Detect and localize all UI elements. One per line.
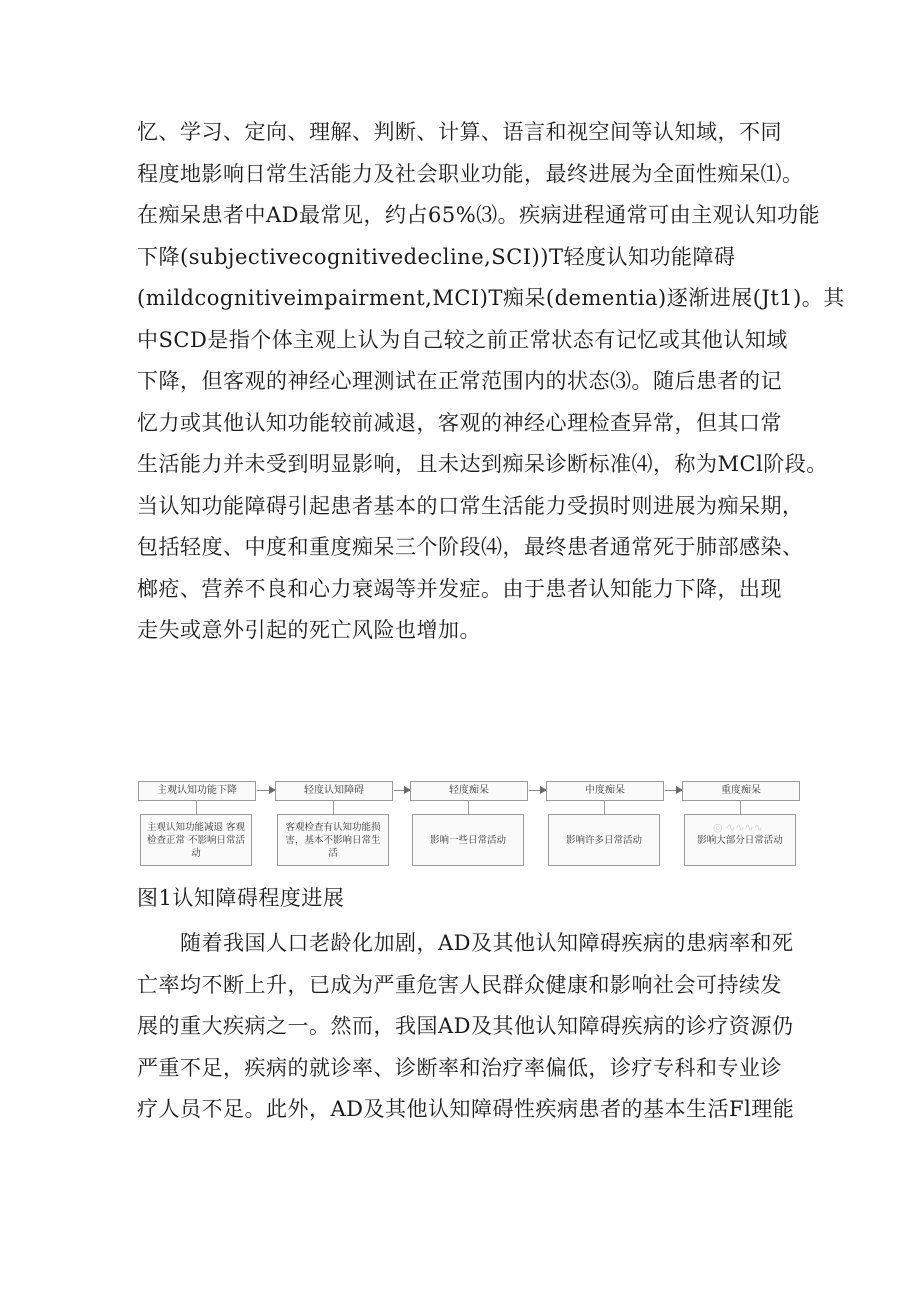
text-line: 下降(subjectivecognitivedecline,SCI))T轻度认知功能障碍 xyxy=(137,244,736,269)
text-line: 程度地影响日常生活能力及社会职业功能，最终进展为全面性痴呆⑴。 xyxy=(137,161,804,186)
stage-description: 主观认知功能减退 客观检查正常 不影响日常活动 xyxy=(140,814,252,866)
text-line: 在痴呆患者中AD最常见，约占65%⑶。疾病进程通常可由主观认知功能 xyxy=(137,203,821,227)
connector-line xyxy=(740,800,741,814)
text-line: 中SCD是指个体主观上认为自己较之前正常状态有记忆或其他认知域 xyxy=(137,327,788,352)
text-line: 走失或意外引起的死亡风险也增加。 xyxy=(137,618,481,642)
arrow-right-icon xyxy=(665,790,682,791)
text-line: 展的重大疾病之一。然而，我国AD及其他认知障碍疾病的诊疗资源仍 xyxy=(137,1014,794,1038)
watermark-icon: ◎ ∿∿∿∿ xyxy=(713,821,763,834)
stage-title: 中度痴呆 xyxy=(546,781,664,801)
text-line: 下降，但客观的神经心理测试在正常范围内的状态⑶。随后患者的记 xyxy=(137,369,782,393)
connector-line xyxy=(333,800,334,814)
text-line: 忆、学习、定向、理解、判断、计算、语言和视空间等认知域，不同 xyxy=(137,120,782,144)
text-line: 当认知功能障碍引起患者基本的口常生活能力受损时则进展为痴呆期， xyxy=(137,493,804,518)
text-line: (mildcognitiveimpairment,MCI)T痴呆(dementia)逐渐进展(Jt1)。其 xyxy=(137,286,845,310)
stage-description: 客观检查有认知功能损害，基本不影响日常生活 xyxy=(277,814,389,866)
connector-line xyxy=(196,800,197,814)
stage-moderate-dementia xyxy=(546,777,664,869)
paragraph-2 xyxy=(137,923,797,1131)
stage-description: 影响一些日常活动 xyxy=(412,814,524,866)
arrow-right-icon xyxy=(529,790,546,791)
stage-mci xyxy=(275,777,393,869)
text-line: 榔疮、营养不良和心力衰竭等并发症。由于患者认知能力下降，出现 xyxy=(137,576,782,601)
stage-title: 轻度认知障碍 xyxy=(275,781,393,801)
figure-caption: 图1认知障碍程度进展 xyxy=(137,886,345,910)
stage-title: 重度痴呆 xyxy=(682,781,800,801)
arrow-right-icon xyxy=(394,790,410,791)
connector-line xyxy=(468,800,469,814)
text-line: 生活能力并未受到明显影响，且未达到痴呆诊断标准⑷，称为MCl阶段。 xyxy=(137,452,828,476)
text-line: 亡率均不断上升，已成为严重危害人民群众健康和影响社会可持续发 xyxy=(137,972,782,997)
text-line: 随着我国人口老龄化加剧，AD及其他认知障碍疾病的患病率和死 xyxy=(137,931,794,955)
stage-description: 影响大部分日常活动 xyxy=(684,814,796,866)
stage-description: 影响许多日常活动 xyxy=(548,814,660,866)
progression-diagram xyxy=(138,777,786,869)
stage-title: 主观认知功能下降 xyxy=(138,781,256,801)
text-line: 疗人员不足。此外，AD及其他认知障碍性疾病患者的基本生活Fl理能 xyxy=(137,1097,795,1121)
text-line: 忆力或其他认知功能较前减退，客观的神经心理检查异常，但其口常 xyxy=(137,410,782,435)
text-line: 严重不足，疾病的就诊率、诊断率和治疗率偏低，诊疗专科和专业诊 xyxy=(137,1055,782,1080)
stage-mild-dementia xyxy=(410,777,528,869)
text-line: 包括轻度、中度和重度痴呆三个阶段⑷，最终患者通常死于肺部感染、 xyxy=(137,535,804,559)
stage-scd xyxy=(138,777,256,869)
paragraph-1 xyxy=(137,112,845,652)
stage-title: 轻度痴呆 xyxy=(410,781,528,801)
connector-line xyxy=(604,800,605,814)
arrow-right-icon xyxy=(257,790,275,791)
